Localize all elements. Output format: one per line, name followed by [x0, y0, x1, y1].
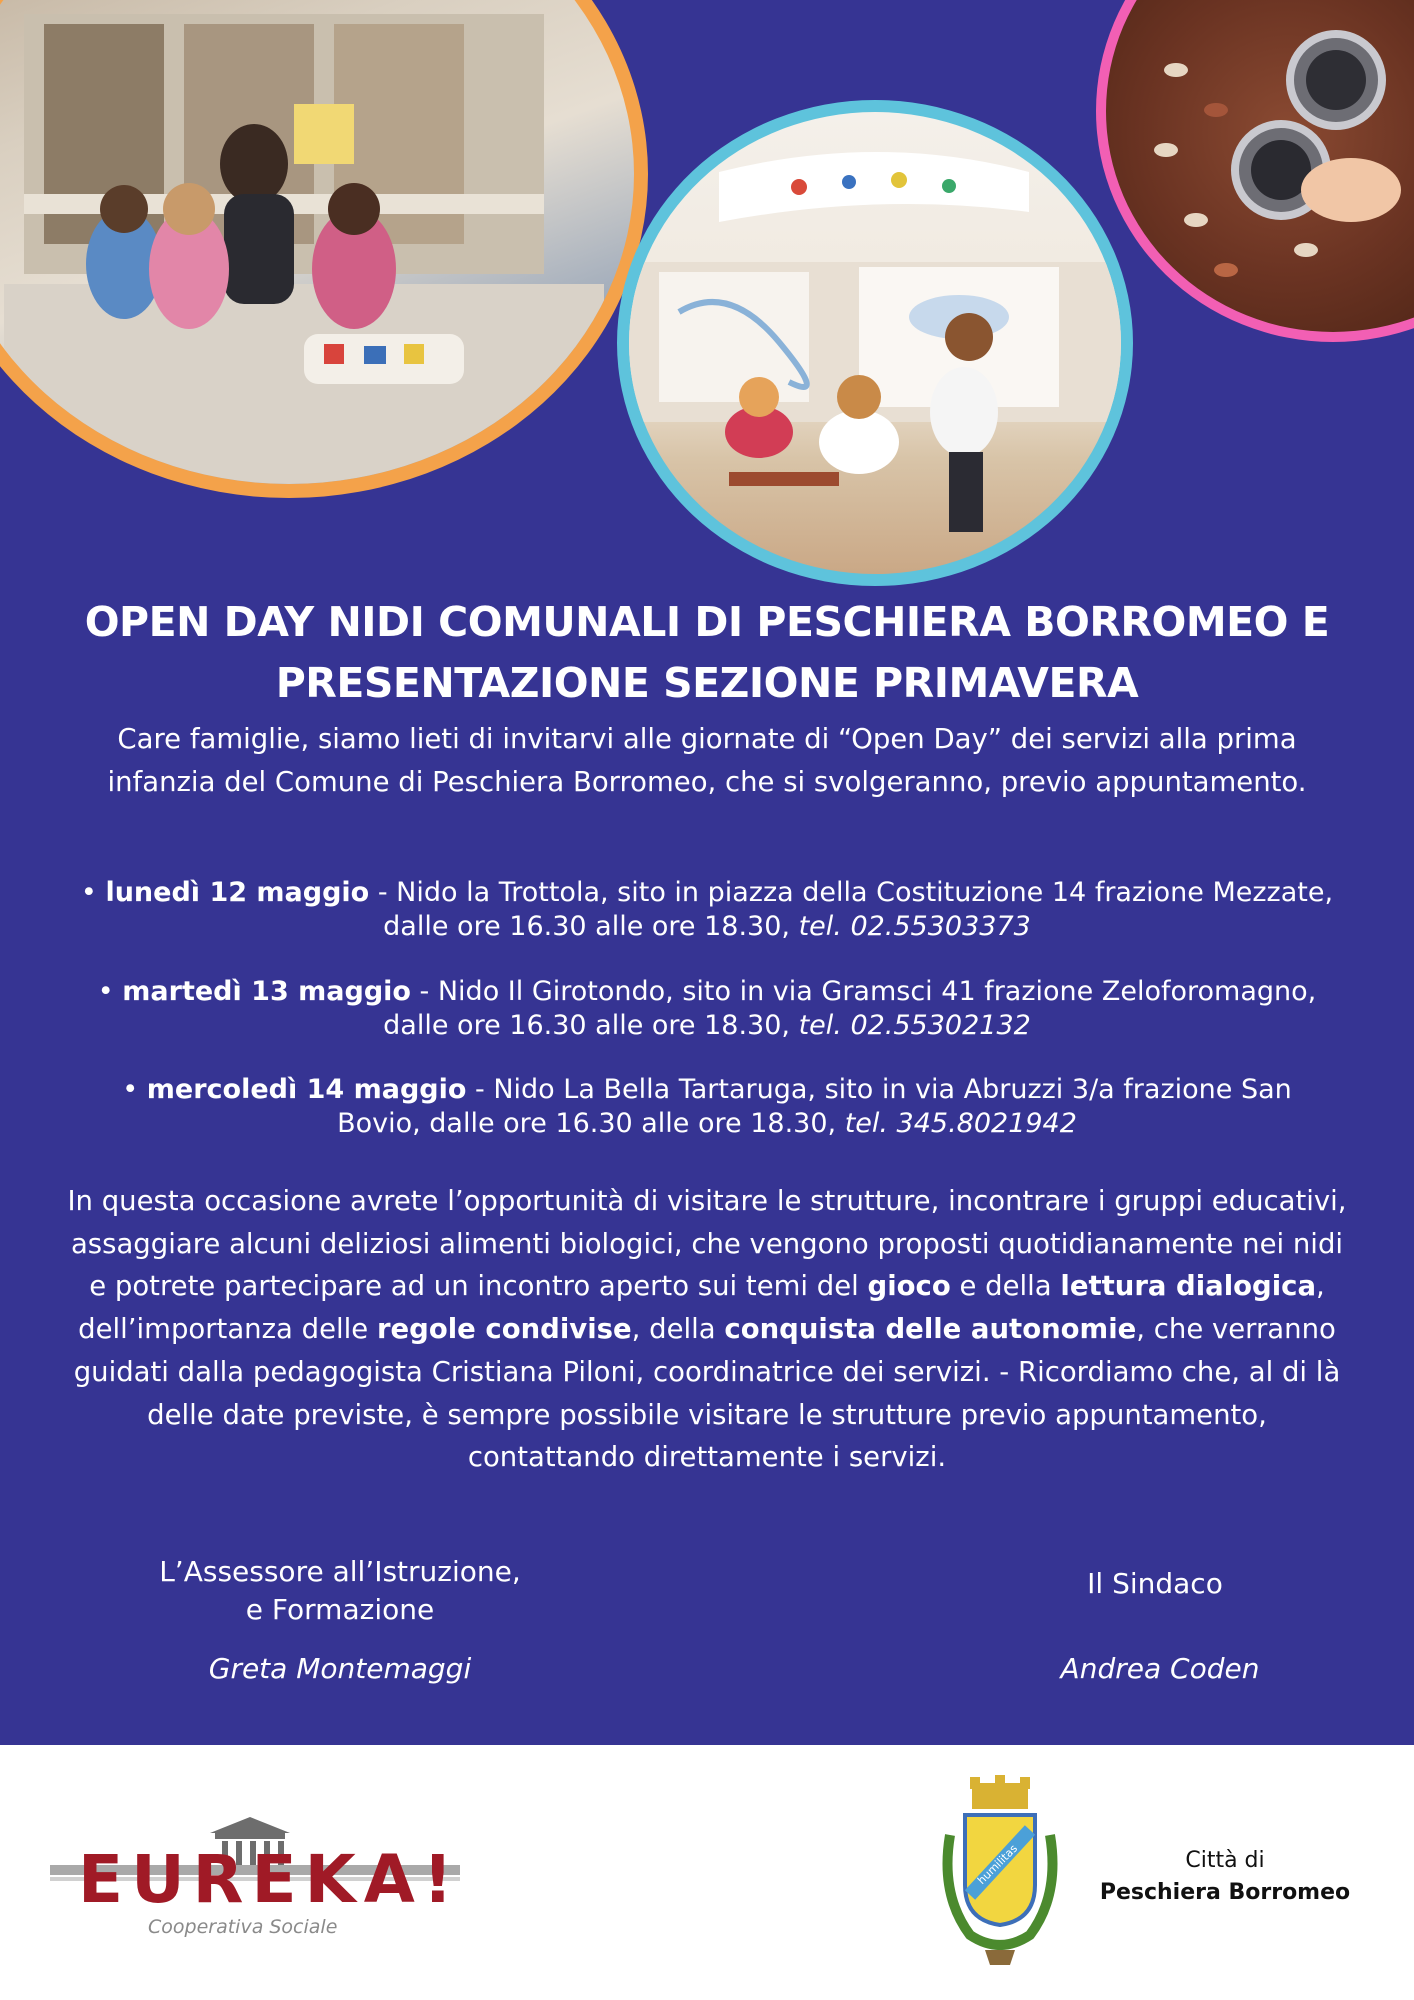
beans-scene-illustration: [1106, 0, 1414, 332]
event-phone: tel. 345.8021942: [844, 1108, 1077, 1139]
event-details: - Nido la Trottola, sito in piazza della Costituzione 14 frazione Mezzate, dalle ore 16.30 alle ore 18.30,: [369, 877, 1334, 942]
svg-text:humilitas: humilitas: [975, 1842, 1021, 1888]
city-label: [1080, 1845, 1370, 1909]
event-date: lunedì 12 maggio: [105, 877, 370, 908]
body-highlight: lettura dialogica: [1060, 1270, 1317, 1303]
signature-left-role-line-1: L’Assessore all’Istruzione,: [159, 1555, 521, 1588]
title-line-1: OPEN DAY NIDI COMUNALI DI PESCHIERA BORROMEO E: [84, 598, 1330, 646]
signature-left-name: Greta Montemaggi: [208, 1652, 472, 1685]
eureka-wordmark: EUREKA!: [78, 1841, 461, 1918]
photo-painting-circle: [617, 100, 1133, 586]
event-date: mercoledì 14 maggio: [146, 1074, 467, 1105]
event-item: [80, 975, 1334, 1043]
event-details: - Nido Il Girotondo, sito in via Gramsci 41 frazione Zeloforomagno, dalle ore 16.30 alle ore 18.30,: [383, 976, 1317, 1041]
body-text-segment: e della: [950, 1270, 1061, 1303]
reading-scene-illustration: [0, 0, 634, 484]
event-details: - Nido La Bella Tartaruga, sito in via Abruzzi 3/a frazione San Bovio, dalle ore 16.30 alle ore 18.30,: [337, 1074, 1292, 1139]
body-highlight: conquista delle autonomie: [724, 1313, 1137, 1346]
body-text-segment: , che verranno guidati dalla pedagogista Cristiana Piloni, coordinatrice dei servizi. - Ricordiamo che, al di là delle date previste, è sempre possibile visitare le strutture previo appuntamento, contattando direttamente i servizi.: [73, 1313, 1341, 1474]
page-title: [60, 592, 1354, 714]
signature-left-role-line-2: e Formazione: [245, 1593, 435, 1626]
event-date: martedì 13 maggio: [122, 976, 411, 1007]
event-phone: tel. 02.55303373: [798, 911, 1031, 942]
city-prefix: Città di: [1185, 1848, 1265, 1873]
intro-paragraph: Care famiglie, siamo lieti di invitarvi alle giornate di “Open Day” dei servizi alla prima infanzia del Comune di Peschiera Borromeo, che si svolgeranno, previo appuntamento.: [107, 723, 1307, 798]
body-text-segment: In questa occasione avrete l’opportunità di visitare le strutture, incontrare i gruppi educativi, assaggiare alcuni deliziosi alimenti biologici, che vengono proposti quotidianamente nei nidi e potrete partecipare ad un incontro aperto sui temi del: [67, 1185, 1347, 1303]
bullet-icon: •: [97, 976, 114, 1007]
signature-right-name: Andrea Coden: [1060, 1652, 1260, 1685]
body-highlight: regole condivise: [376, 1313, 632, 1346]
eureka-subtitle: Cooperativa Sociale: [148, 1916, 338, 1938]
city-crest-icon: [930, 1775, 1070, 1971]
bullet-icon: •: [80, 877, 97, 908]
event-item: [80, 1073, 1334, 1141]
body-paragraph: [60, 1180, 1354, 1479]
painting-scene-illustration: [629, 112, 1121, 574]
signature-right-role: Il Sindaco: [1087, 1567, 1223, 1600]
signature-left-role: [120, 1553, 560, 1629]
photo-beans-circle: [1096, 0, 1414, 342]
photo-reading-circle: [0, 0, 648, 498]
event-item: [80, 876, 1334, 944]
title-line-2: PRESENTAZIONE SEZIONE PRIMAVERA: [275, 659, 1139, 707]
bullet-icon: •: [122, 1074, 139, 1105]
city-name: Peschiera Borromeo: [1099, 1880, 1351, 1905]
event-phone: tel. 02.55302132: [798, 1010, 1031, 1041]
body-text-segment: , dell’importanza delle: [78, 1270, 1325, 1346]
body-highlight: gioco: [867, 1270, 951, 1303]
body-text-segment: , della: [631, 1313, 725, 1346]
